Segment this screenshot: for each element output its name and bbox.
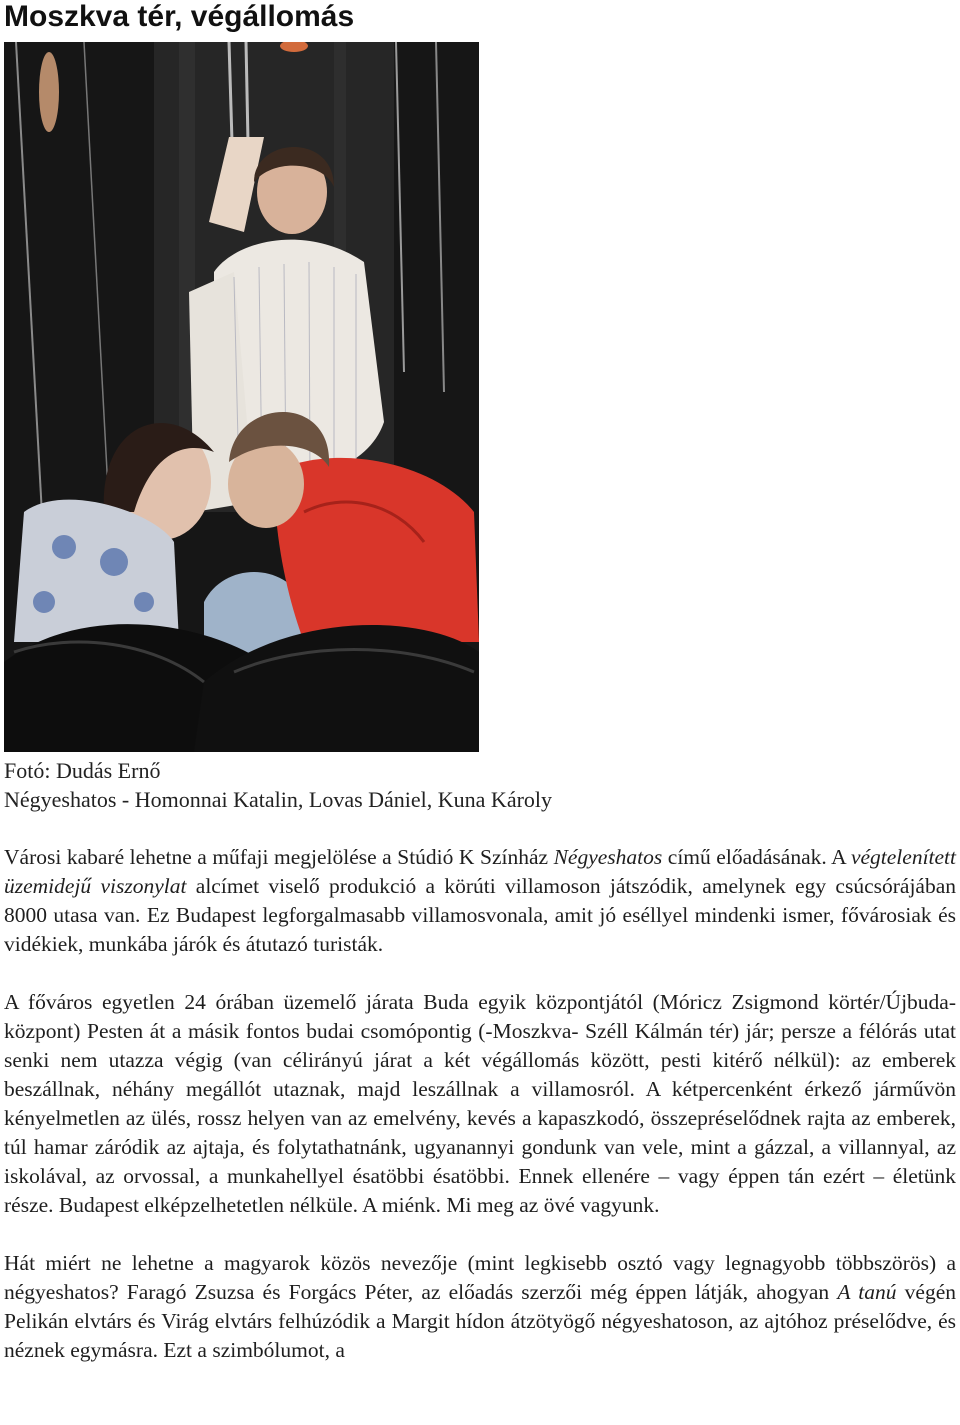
paragraph-text: alcímet viselő produkció a körúti villamoson játszódik, amelynek egy csúcsórájában 8000 utasa van. Ez Budapest legforgalmasabb villamosvonala, amit jó eséllyel mindenki ismer, fővárosiak és vidékiek, munkába járók és átutazó turisták. [4, 874, 957, 956]
paragraph-text: Városi kabaré lehetne a műfaji megjelölése a Stúdió K Színház [4, 845, 554, 869]
photo-caption [4, 756, 552, 814]
article-photo [4, 42, 479, 752]
play-subtitle: végtelenített üzemidejű viszonylat [4, 845, 957, 898]
photo-credit: Fotó: Dudás Ernő [4, 758, 161, 783]
paragraph-3 [4, 1249, 956, 1365]
paragraph-text: című előadásának. A [662, 845, 851, 869]
play-title: Négyeshatos [553, 845, 663, 869]
cast-list: Négyeshatos - Homonnai Katalin, Lovas Dániel, Kuna Károly [4, 787, 553, 812]
paragraph-text: A főváros egyetlen 24 órában üzemelő járata Buda egyik központjától (Móricz Zsigmond körtér/Újbuda-központ) Pesten át a másik fontos budai csomópontig (-Moszkva- Széll Kálmán tér) jár; persze a félórás utat senki nem utazza végig (van célirányú járat a két végállomás között, pesti kitérő nélkül): az emberek beszállnak, néhány megállót utaznak, majd leszállnak a villamosról. A kétpercenként érkező járművön kényelmetlen az ülés, rossz helyen van az emelvény, kevés a kapaszkodó, összepréselődnek rajta az emberek, túl hamar záródik az ajtaja, és folytathatnánk, ugyanannyi gondunk van vele, mint a gázzal, a villannyal, az iskolával, az orvossal, a munkahellyel ésatöbbi ésatöbbi. Ennek ellenére – vagy éppen tán ezért – életünk része. Budapest elképzelhetetlen nélküle. A miénk. Mi meg az övé vagyunk. [4, 990, 956, 1217]
paragraph-text: Hát miért ne lehetne a magyarok közös nevezője (mint legkisebb osztó vagy legnagyobb többszörös) a négyeshatos? Faragó Zsuzsa és Forgács Péter, az előadás szerzői még éppen látják, ahogyan [4, 1251, 956, 1304]
paragraph-1 [4, 843, 956, 959]
article-title: Moszkva tér, végállomás [4, 0, 355, 33]
paragraph-text: végén Pelikán elvtárs és Virág elvtárs felhúzódik a Margit hídon átzötyögő négyeshatoson, az ajtóhoz préselődve, és néznek egymásra. Ezt a szimbólumot, a [4, 1280, 956, 1362]
film-title: A tanú [837, 1280, 897, 1304]
article-body [4, 843, 956, 1394]
stage-photo-illustration [4, 42, 479, 752]
paragraph-2 [4, 988, 956, 1220]
